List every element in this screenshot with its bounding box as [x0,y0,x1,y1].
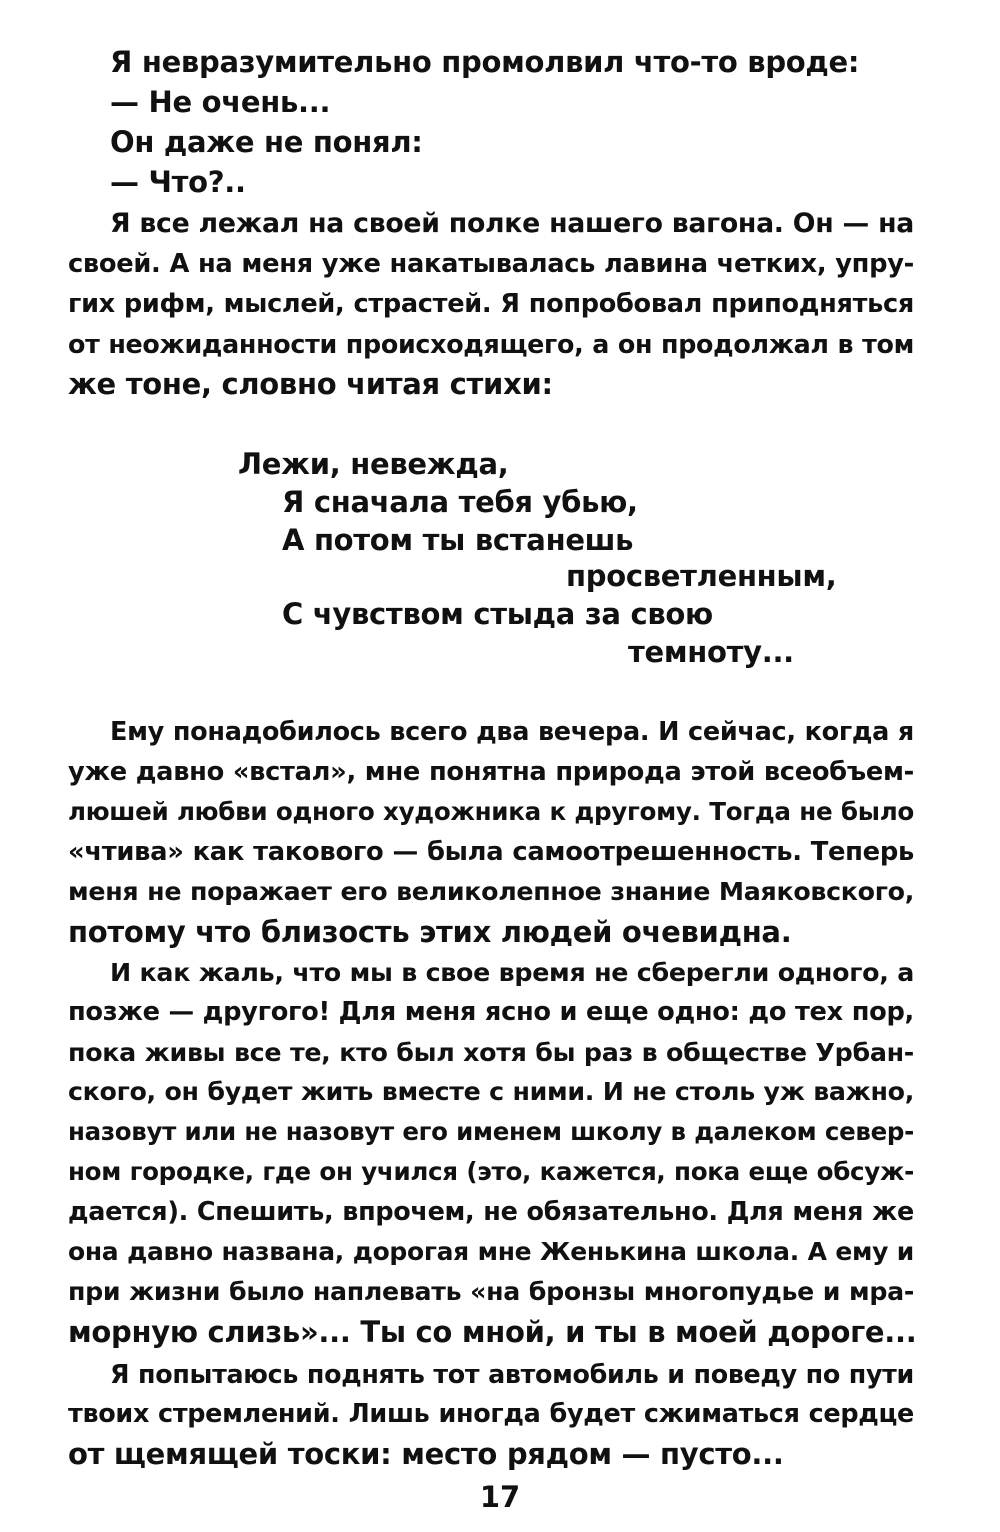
paragraph-line: «чтива» как такового — была самоотрешенность. Теперь [68,837,914,867]
paragraph-line: твоих стремлений. Лишь иногда будет сжиматься сердце [68,1399,914,1429]
paragraph-line: меня не поражает его великолепное знание Маяковского, [68,877,914,906]
paragraph-line: своей. А на меня уже накатывалась лавина четких, упру- [68,249,914,279]
paragraph-line: она давно названа, дорогая мне Женькина школа. А ему и [68,1237,914,1266]
paragraph-line: Я все лежал на своей полке нашего вагона. Он — на [110,208,914,239]
dialogue-line: Я невразумительно промолвил что-то вроде: [110,45,860,79]
paragraph-line: потому что близость этих людей очевидна. [68,915,792,949]
paragraph-line: пока живы все те, кто был хотя бы раз в обществе Урбан- [68,1037,914,1067]
poem-line: Лежи, невежда, [238,447,509,481]
paragraph-line: гих рифм, мыслей, страстей. Я попробовал приподняться [68,289,914,319]
dialogue-line: — Что?.. [110,165,246,199]
page-number: 17 [479,1480,521,1514]
paragraph-line: же тоне, словно читая стихи: [68,367,553,401]
paragraph-line: И как жаль, что мы в свое время не сберегли одного, а [110,957,914,987]
poem-line: Я сначала тебя убью, [282,485,638,519]
paragraph-line: позже — другого! Для меня ясно и еще одно: до тех пор, [68,997,914,1027]
paragraph-line: при жизни было наплевать «на бронзы многопудье и мра- [68,1277,914,1306]
dialogue-line: Он даже не понял: [110,125,423,159]
paragraph-line: от щемящей тоски: место рядом — пусто... [68,1437,784,1471]
paragraph-line: дается). Спешить, впрочем, не обязательно. Для меня же [68,1197,914,1227]
poem-line: А потом ты встанешь [282,523,634,557]
poem-line: С чувством стыда за свою [282,597,713,631]
poem-line: просветленным, [566,559,837,593]
paragraph-line: Я попытаюсь поднять тот автомобиль и поведу по пути [110,1359,914,1389]
poem-line: темноту... [628,635,794,669]
paragraph-line: Ему понадобилось всего два вечера. И сейчас, когда я [110,717,914,747]
paragraph-line: уже давно «встал», мне понятна природа этой всеобъем- [68,757,914,787]
paragraph-line: морную слизь»... Ты со мной, и ты в моей дороге... [68,1315,917,1349]
paragraph-line: ном городке, где он учился (это, кажется, пока еще обсуж- [68,1157,914,1186]
paragraph-line: ского, он будет жить вместе с ними. И не столь уж важно, [68,1077,914,1106]
dialogue-line: — Не очень... [110,85,331,119]
paragraph-line: от неожиданности происходящего, а он продолжал в том [68,329,914,359]
paragraph-line: люшей любви одного художника к другому. Тогда не было [68,797,914,826]
paragraph-line: назовут или не назовут его именем школу в далеком север- [68,1117,914,1146]
